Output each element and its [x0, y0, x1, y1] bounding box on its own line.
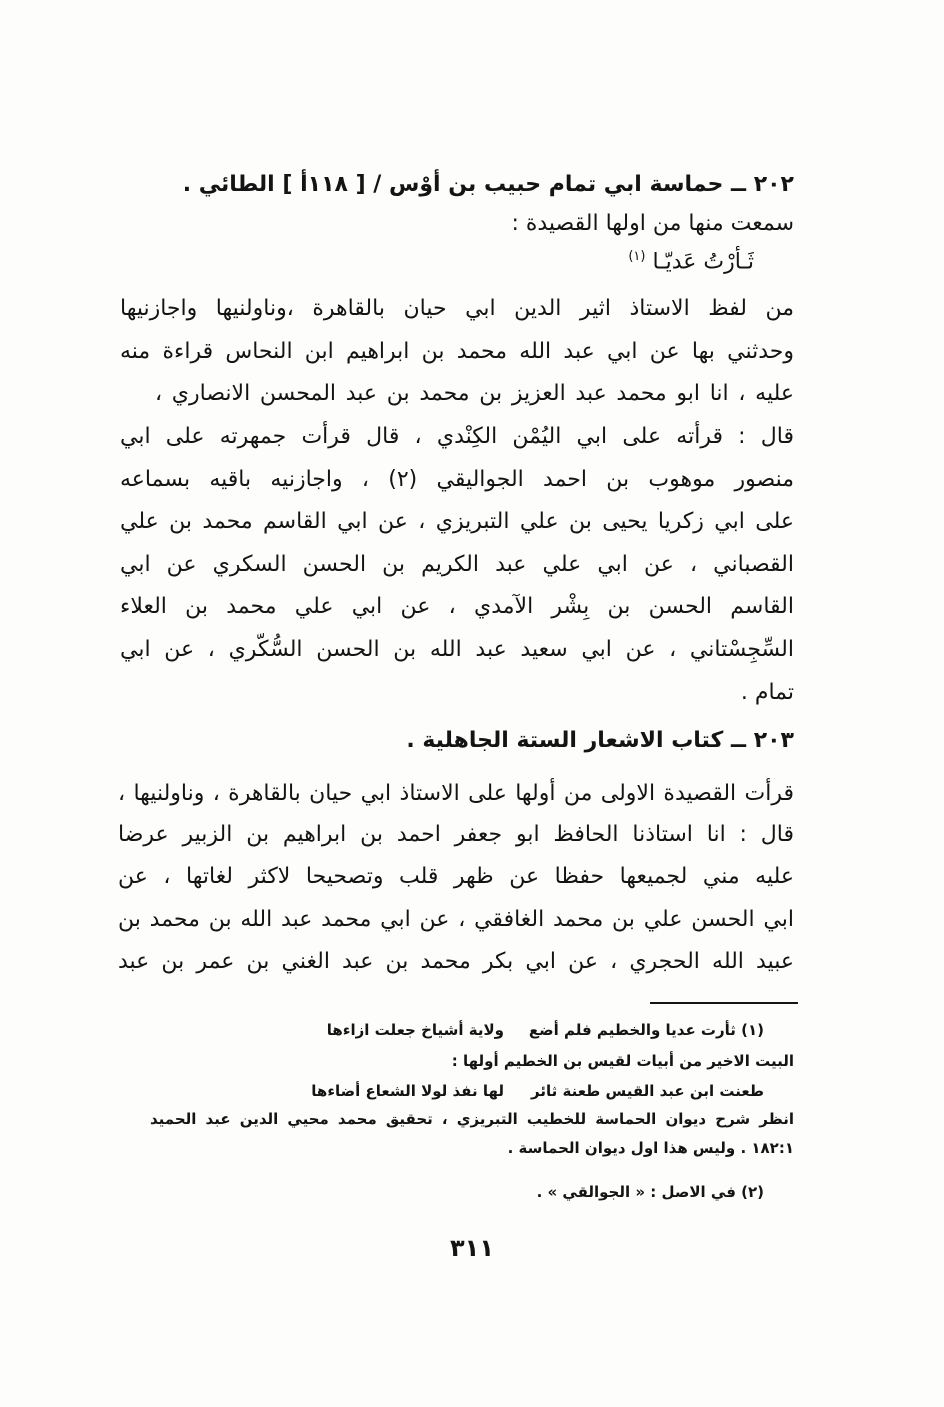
footnote-2: (٢) في الاصل : « الجوالقي » . — [536, 1183, 764, 1201]
entry-202-line: تمام . — [740, 680, 794, 705]
entry-202-verse-line — [300, 240, 754, 279]
entry-202-line: القصباني ، عن ابي علي عبد الكريم بن الحسن السكري عن ابي — [120, 552, 794, 577]
footnote-1-text: البيت الاخير من أبيات لقيس بن الخطيم أولها : — [451, 1052, 794, 1070]
entry-202-line: السِّجِسْتاني ، عن ابي سعيد عبد الله بن الحسن السُّكّري ، عن ابي — [120, 637, 794, 662]
entry-202-line: القاسم الحسن بن بِشْر الآمدي ، عن ابي علي محمد بن العلاء — [120, 594, 794, 619]
footnote-marker-1: (١) — [628, 249, 646, 264]
footnote-separator — [650, 1002, 798, 1004]
entry-202-line: منصور موهوب بن احمد الجواليقي (٢) ، واجازنيه باقيه بسماعه — [120, 467, 794, 492]
entry-202-line: على ابي زكريا يحيى بن علي التبريزي ، عن ابي القاسم محمد بن علي — [120, 509, 794, 534]
page-number: ٣١١ — [450, 1234, 494, 1262]
entry-203-line: قال : انا استاذنا الحافظ ابو جعفر احمد بن ابراهيم بن الزبير عرضا — [118, 822, 794, 847]
entry-202-line: قال : قرأته على ابي اليُمْن الكِنْدي ، قال قرأت جمهرته على ابي — [120, 424, 794, 449]
entry-202-line: عليه ، انا ابو محمد عبد العزيز بن محمد بن عبد المحسن الانصاري ، — [155, 381, 794, 406]
entry-202-line: وحدثني بها عن ابي عبد الله محمد بن ابراهيم ابن النحاس قراءة منه — [120, 339, 794, 364]
footnote-1-reference: انظر شرح ديوان الحماسة للخطيب التبريزي ، تحقيق محمد محيي الدين عبد الحميد — [150, 1110, 794, 1128]
entry-203-heading: ٢٠٣ ــ كتاب الاشعار الستة الجاهلية . — [406, 728, 794, 753]
footnote-1-verse-first-hemistich: (١) ثأرت عديا والخطيم فلم أضع — [528, 1021, 764, 1039]
footnote-1-verse2-second-hemistich: لها نفذ لولا الشعاع أضاءها — [311, 1082, 504, 1100]
entry-202-intro: سمعت منها من اولها القصيدة : — [511, 211, 794, 236]
entry-202-heading: ٢٠٢ ــ حماسة ابي تمام حبيب بن أوْس / [ ١١٨أ ] الطائي . — [182, 172, 794, 197]
entry-202-verse: ثَـأرْتُ عَديّـا — [652, 249, 754, 275]
footnote-1-verse2-first-hemistich: طعنت ابن عبد القيس طعنة ثائر — [531, 1082, 764, 1100]
entry-203-line: عبيد الله الحجري ، عن ابي بكر محمد بن عبد الغني بن عمر بن عبد — [118, 949, 794, 974]
footnote-1-verse-second-hemistich: ولاية أشياخ جعلت ازاءها — [326, 1021, 504, 1039]
entry-202-line: من لفظ الاستاذ اثير الدين ابي حيان بالقاهرة ،وناولنيها واجازنيها — [120, 296, 794, 321]
entry-203-line: ابي الحسن علي بن محمد الغافقي ، عن ابي محمد عبد الله بن محمد بن — [118, 907, 794, 932]
entry-203-line: عليه مني لجميعها حفظا عن ظهر قلب وتصحيحا لاكثر لغاتها ، عن — [118, 864, 794, 889]
footnote-1-reference-end: ١٨٢:١ . وليس هذا اول ديوان الحماسة . — [507, 1139, 794, 1157]
entry-203-line: قرأت القصيدة الاولى من أولها على الاستاذ ابي حيان بالقاهرة ، وناولنيها ، — [118, 781, 794, 806]
